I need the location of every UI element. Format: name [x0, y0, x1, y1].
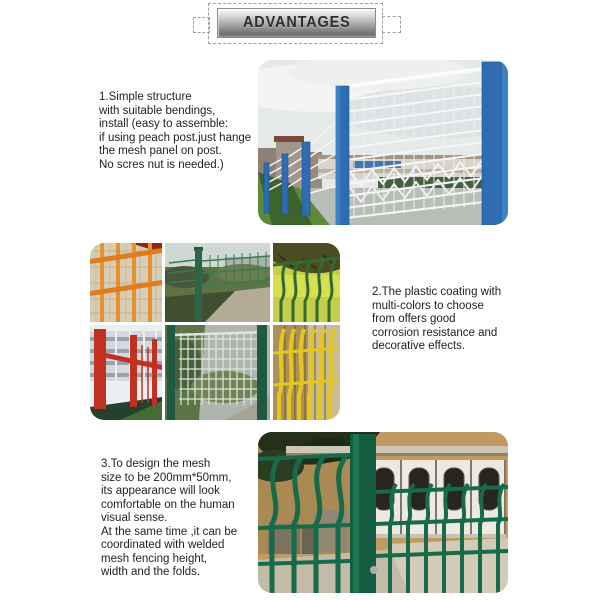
text-line: 2.The plastic coating with — [372, 286, 502, 298]
collage-tile-green-fence-plants — [165, 325, 270, 420]
text-line: At the same time ,it can be — [101, 525, 238, 538]
photo-collage-multicolor-fences — [90, 243, 340, 420]
banner-dashed-outline — [208, 3, 383, 44]
photo-green-fence-building — [258, 432, 508, 593]
text-line: 1.Simple structure — [99, 91, 192, 103]
text-line: visual sense. — [101, 512, 168, 524]
green-fence-illustration — [258, 432, 508, 593]
photo-blue-fence-installation — [258, 60, 508, 225]
advantage-3-text — [101, 458, 237, 580]
text-line: from offers good — [372, 313, 456, 325]
text-line: if using peach post.just hange — [99, 131, 252, 144]
text-line: comfortable on the human — [101, 498, 235, 511]
banner-right-tab — [382, 16, 401, 33]
text-line: No scres nut is needed.) — [99, 158, 224, 171]
text-line: its appearance will look — [101, 485, 220, 497]
text-line: the mesh panel on post. — [99, 145, 222, 157]
text-line: install (easy to assemble: — [99, 118, 229, 130]
banner-plate — [217, 8, 376, 38]
text-line: coordinated with welded — [101, 539, 225, 551]
collage-tile-yellow-fence — [273, 325, 340, 420]
advantage-1-text — [99, 91, 251, 172]
text-line: size to be 200mm*50mm, — [101, 471, 232, 484]
text-line: multi-colors to choose — [372, 299, 484, 312]
text-line: corrosion resistance and — [372, 326, 498, 339]
text-line: mesh fencing height, — [101, 552, 208, 565]
banner-title: ADVANTAGES — [242, 14, 351, 31]
advantage-2-text — [372, 286, 501, 354]
blue-fence-illustration — [258, 60, 508, 225]
collage-tile-green-fence-path — [165, 243, 270, 322]
text-line: with suitable bendings, — [99, 104, 216, 117]
text-line: decorative effects. — [372, 340, 466, 352]
collage-tile-red-fence-building — [90, 325, 162, 420]
collage-tile-yellow-green-fence — [273, 243, 340, 322]
text-line: 3.To design the mesh — [101, 458, 211, 470]
collage-tile-orange-fence — [90, 243, 162, 322]
text-line: width and the folds. — [101, 566, 201, 578]
